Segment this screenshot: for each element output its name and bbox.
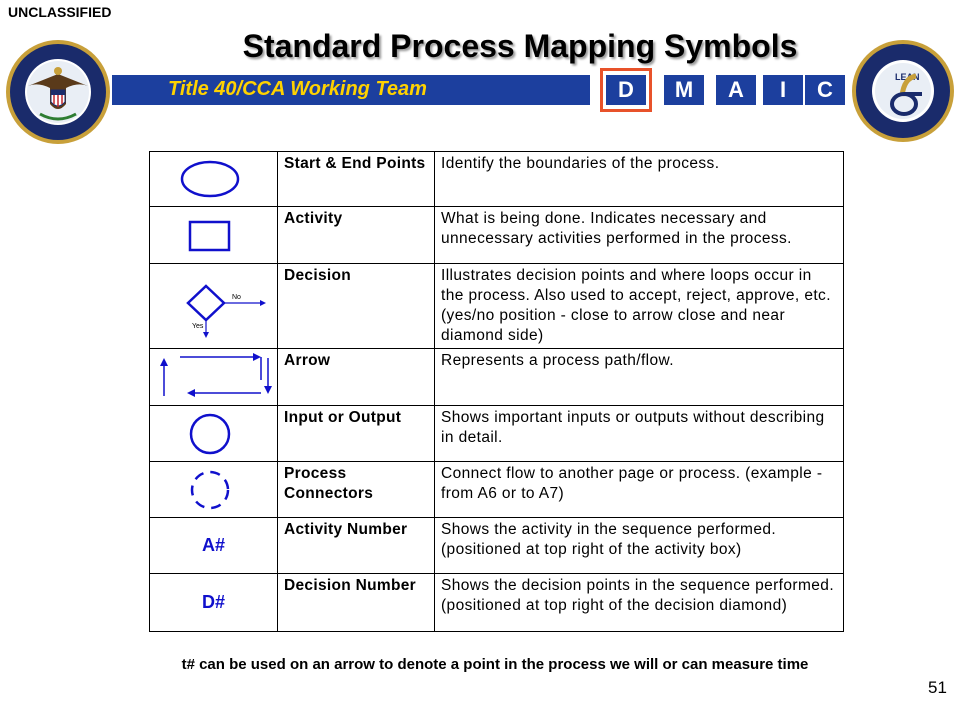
symbol-name: Arrow (278, 349, 435, 406)
symbol-name: Activity Number (278, 518, 435, 574)
footnote: t# can be used on an arrow to denote a point in the process we will or can measure time (181, 656, 809, 673)
symbol-cell (150, 518, 278, 574)
symbol-name: Process Connectors (278, 462, 435, 518)
slide-title: Standard Process Mapping Symbols (242, 28, 798, 64)
circle-symbol-icon (150, 407, 276, 461)
page-number: 51 (928, 678, 947, 697)
dashed-circle-symbol-icon (150, 463, 276, 517)
symbol-cell (150, 462, 278, 518)
symbol-cell (150, 152, 278, 207)
symbol-description: Represents a process path/flow. (435, 349, 844, 406)
dod-seal-logo (4, 38, 112, 146)
phase-control: C (805, 75, 845, 105)
symbol-cell (150, 264, 278, 349)
active-phase-highlight (600, 68, 652, 112)
symbol-description: Shows important inputs or outputs without describing in detail. (435, 406, 844, 462)
symbol-name: Input or Output (278, 406, 435, 462)
symbol-name: Decision Number (278, 574, 435, 632)
rectangle-symbol-icon (150, 208, 276, 263)
symbol-name: Activity (278, 207, 435, 264)
phase-analyze: A (716, 75, 756, 105)
table-row (150, 152, 844, 207)
phase-measure: M (664, 75, 704, 105)
symbol-description: Connect flow to another page or process. (example - from A6 or to A7) (435, 462, 844, 518)
lean-six-sigma-seal-logo (850, 38, 956, 144)
symbol-description: Illustrates decision points and where loops occur in the process. Also used to accept, reject, approve, etc. (yes/no position - close to arrow close and near diamond side) (435, 264, 844, 349)
table-row (150, 349, 844, 406)
table-row (150, 406, 844, 462)
classification-label: UNCLASSIFIED (8, 4, 112, 20)
svg-text:LEAN: LEAN (895, 72, 920, 82)
arrows-symbol-icon (150, 350, 276, 405)
symbol-description: Shows the activity in the sequence performed. (positioned at top right of the activity box) (435, 518, 844, 574)
phase-improve: I (763, 75, 803, 105)
symbol-name: Decision (278, 264, 435, 349)
symbol-description: Identify the boundaries of the process. (435, 152, 844, 207)
decision-number-symbol: D# (201, 591, 225, 612)
table-row (150, 207, 844, 264)
symbol-description: Shows the decision points in the sequence performed. (positioned at top right of the decision diamond) (435, 574, 844, 632)
diamond-symbol-icon (150, 266, 276, 346)
banner-text: Title 40/CCA Working Team (168, 78, 427, 100)
symbol-description: What is being done. Indicates necessary and unnecessary activities performed in the process. (435, 207, 844, 264)
table-row (150, 518, 844, 574)
oval-symbol-icon (150, 153, 276, 206)
table-row (150, 264, 844, 349)
decision-no-label: No (232, 294, 241, 301)
symbol-table (149, 151, 844, 632)
table-row (150, 574, 844, 632)
symbol-cell (150, 349, 278, 406)
table-row (150, 462, 844, 518)
activity-number-symbol: A# (201, 534, 225, 555)
phase-define: D (606, 75, 646, 105)
symbol-cell (150, 207, 278, 264)
symbol-cell (150, 406, 278, 462)
symbol-name: Start & End Points (278, 152, 435, 207)
decision-yes-label: Yes (192, 323, 204, 330)
symbol-cell (150, 574, 278, 632)
